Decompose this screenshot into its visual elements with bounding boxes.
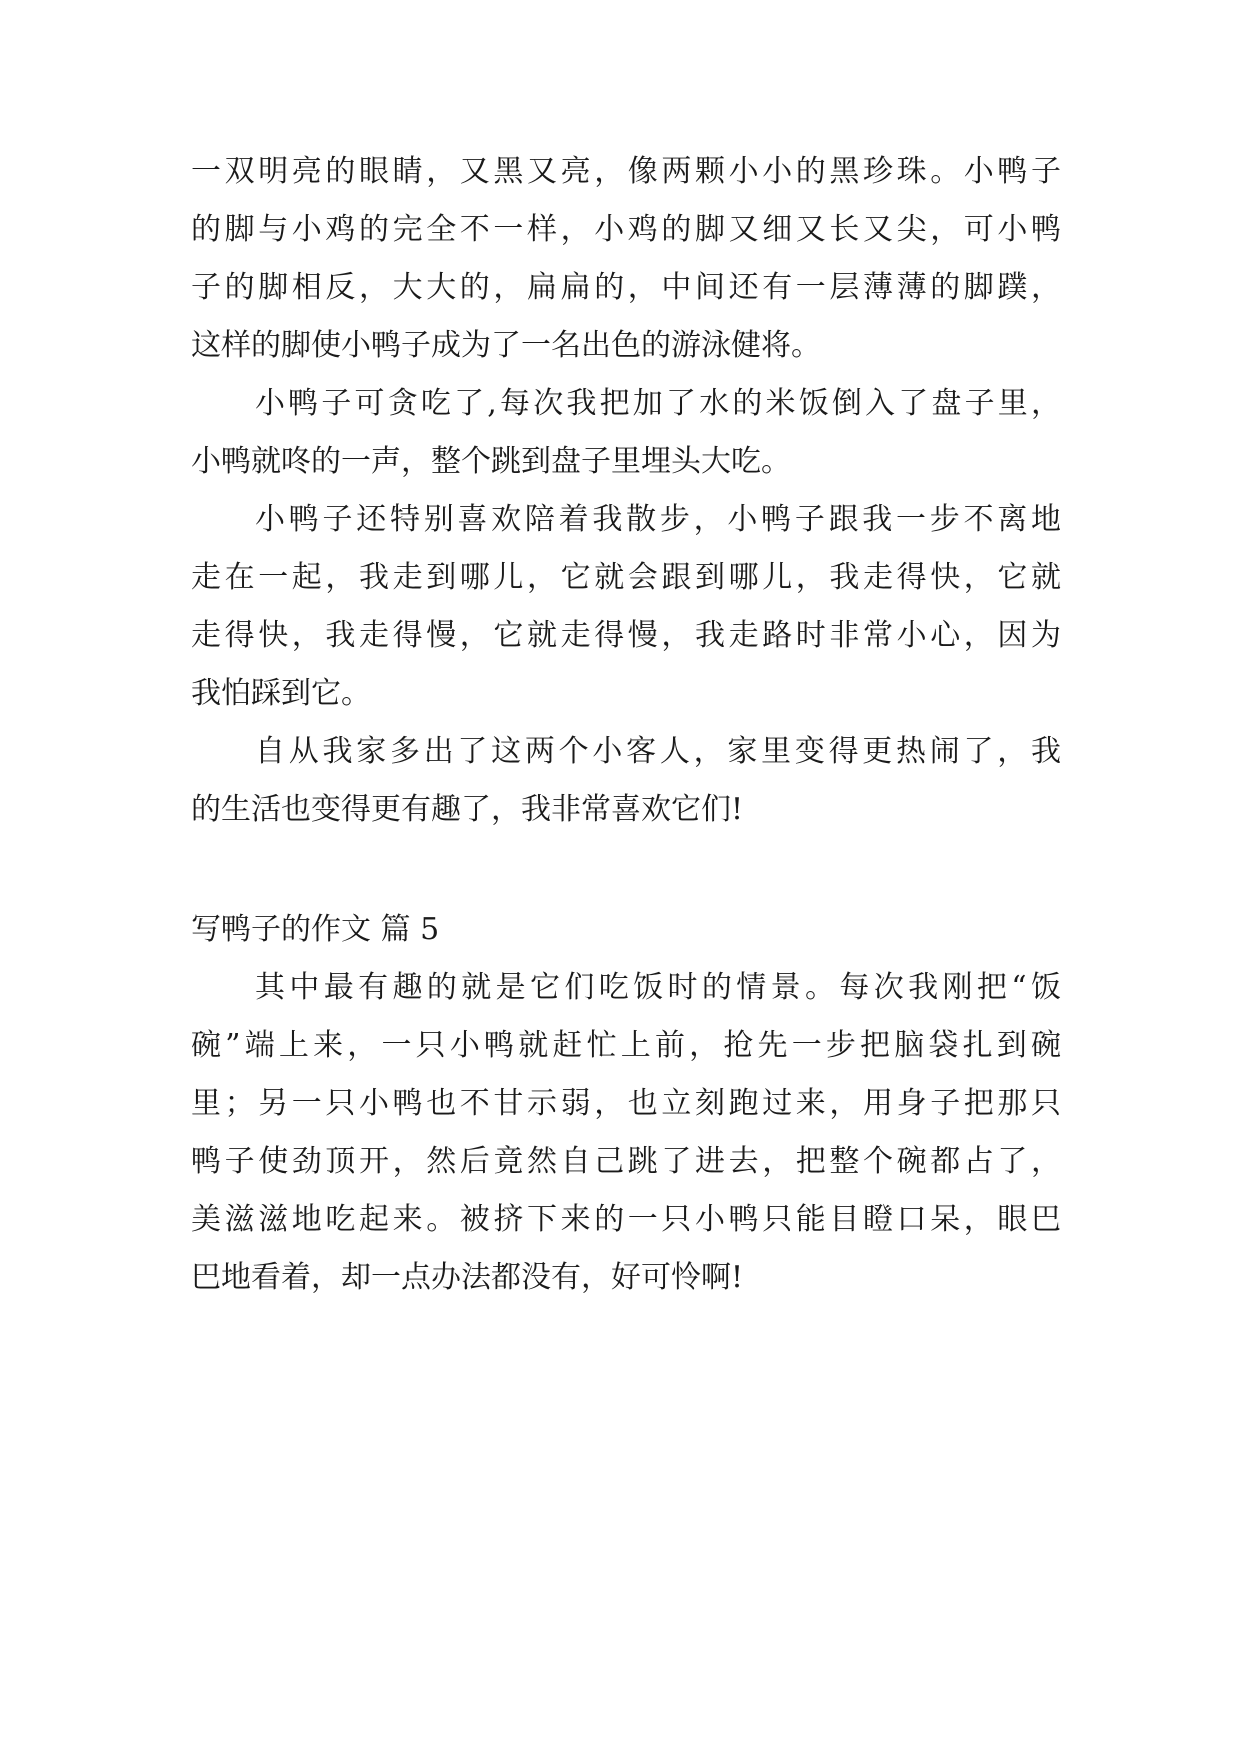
paragraph-line: 巴地看着，却一点办法都没有，好可怜啊! [191, 1260, 744, 1295]
paragraph-line: 走在一起，我走到哪儿，它就会跟到哪儿，我走得快，它就 [191, 560, 1061, 595]
paragraph-line: 碗”端上来，一只小鸭就赶忙上前，抢先一步把脑袋扎到碗 [191, 1028, 1061, 1063]
paragraph-line: 的脚与小鸡的完全不一样，小鸡的脚又细又长又尖，可小鸭 [191, 212, 1061, 247]
paragraph-line: 美滋滋地吃起来。被挤下来的一只小鸭只能目瞪口呆，眼巴 [191, 1202, 1061, 1237]
paragraph-line: 小鸭子可贪吃了,每次我把加了水的米饭倒入了盘子里， [255, 386, 1061, 421]
paragraph-line: 我怕踩到它。 [191, 676, 371, 711]
paragraph-line: 鸭子使劲顶开，然后竟然自己跳了进去，把整个碗都占了， [191, 1144, 1061, 1179]
paragraph-line: 这样的脚使小鸭子成为了一名出色的游泳健将。 [191, 328, 821, 363]
paragraph-line: 子的脚相反，大大的，扁扁的，中间还有一层薄薄的脚蹼， [191, 270, 1061, 305]
section-heading: 写鸭子的作文 篇 5 [191, 912, 440, 947]
paragraph-line: 的生活也变得更有趣了，我非常喜欢它们! [191, 792, 744, 827]
paragraph-line: 小鸭子还特别喜欢陪着我散步，小鸭子跟我一步不离地 [255, 502, 1061, 537]
paragraph-line: 一双明亮的眼睛，又黑又亮，像两颗小小的黑珍珠。小鸭子 [191, 154, 1061, 189]
paragraph-line: 走得快，我走得慢，它就走得慢，我走路时非常小心，因为 [191, 618, 1061, 653]
paragraph-line: 里；另一只小鸭也不甘示弱，也立刻跑过来，用身子把那只 [191, 1086, 1061, 1121]
paragraph-line: 自从我家多出了这两个小客人，家里变得更热闹了，我 [255, 734, 1061, 769]
paragraph-line: 其中最有趣的就是它们吃饭时的情景。每次我刚把“饭 [255, 970, 1061, 1005]
paragraph-line: 小鸭就咚的一声，整个跳到盘子里埋头大吃。 [191, 444, 791, 479]
